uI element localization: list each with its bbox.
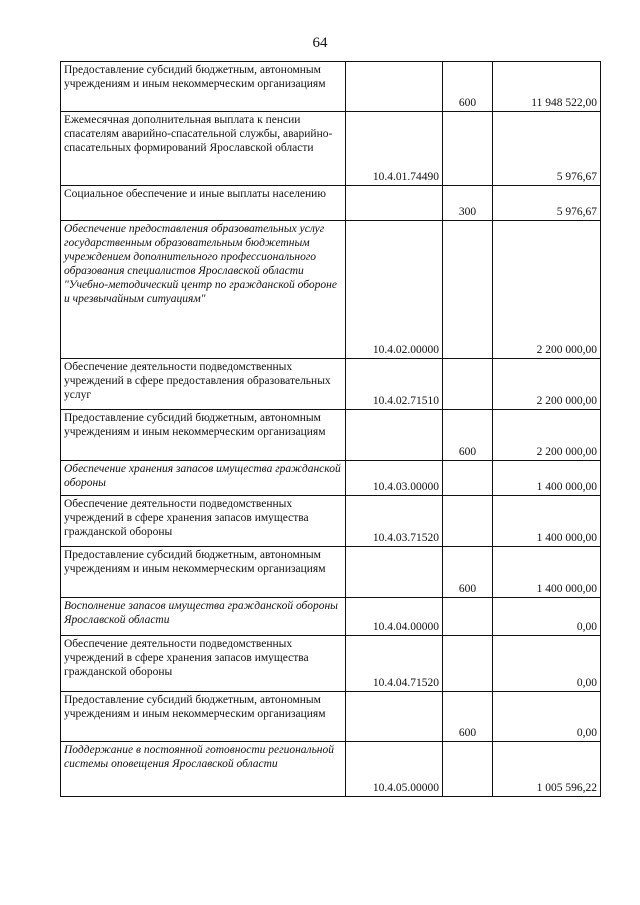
- table-row: [61, 410, 601, 461]
- row-expense-type: [443, 461, 493, 496]
- row-description: Предоставление субсидий бюджетным, автономным учреждениям и иным некоммерческим организациям: [61, 692, 346, 742]
- row-expense-type: [443, 636, 493, 692]
- row-expense-type: 600: [443, 547, 493, 598]
- row-amount: 2 200 000,00: [493, 410, 601, 461]
- row-expense-type: [443, 112, 493, 186]
- row-code: [346, 410, 443, 461]
- table-row: [61, 547, 601, 598]
- row-code: 10.4.03.71520: [346, 496, 443, 547]
- row-code: 10.4.01.74490: [346, 112, 443, 186]
- row-expense-type: [443, 359, 493, 410]
- row-code: [346, 186, 443, 221]
- row-code: [346, 547, 443, 598]
- row-code: 10.4.02.71510: [346, 359, 443, 410]
- table-row: [61, 359, 601, 410]
- table-row: [61, 62, 601, 112]
- row-amount: 1 400 000,00: [493, 547, 601, 598]
- row-expense-type: [443, 496, 493, 547]
- table-row: [61, 692, 601, 742]
- row-code: 10.4.05.00000: [346, 742, 443, 797]
- table-row: [61, 742, 601, 797]
- row-description: Предоставление субсидий бюджетным, автономным учреждениям и иным некоммерческим организациям: [61, 410, 346, 461]
- row-expense-type: 300: [443, 186, 493, 221]
- row-code: 10.4.04.00000: [346, 598, 443, 636]
- table-row: [61, 186, 601, 221]
- table-row: [61, 598, 601, 636]
- row-description: Ежемесячная дополнительная выплата к пенсии спасателям аварийно-спасательной службы, аварийно-спасательных формирований Ярославской области: [61, 112, 346, 186]
- table-row: [61, 461, 601, 496]
- row-code: [346, 692, 443, 742]
- row-amount: 5 976,67: [493, 186, 601, 221]
- budget-table: [60, 61, 601, 797]
- table-row: [61, 496, 601, 547]
- row-description: Предоставление субсидий бюджетным, автономным учреждениям и иным некоммерческим организациям: [61, 62, 346, 112]
- row-amount: 0,00: [493, 636, 601, 692]
- row-amount: 0,00: [493, 692, 601, 742]
- row-code: 10.4.04.71520: [346, 636, 443, 692]
- row-code: 10.4.03.00000: [346, 461, 443, 496]
- table-row: [61, 221, 601, 359]
- row-amount: 2 200 000,00: [493, 221, 601, 359]
- row-expense-type: 600: [443, 410, 493, 461]
- row-description: Восполнение запасов имущества гражданской обороны Ярославской области: [61, 598, 346, 636]
- row-amount: 1 400 000,00: [493, 496, 601, 547]
- table-row: [61, 112, 601, 186]
- row-description: Поддержание в постоянной готовности региональной системы оповещения Ярославской области: [61, 742, 346, 797]
- row-expense-type: 600: [443, 62, 493, 112]
- page-number: 64: [312, 35, 328, 51]
- row-expense-type: [443, 742, 493, 797]
- row-amount: 11 948 522,00: [493, 62, 601, 112]
- row-description: Обеспечение деятельности подведомственных учреждений в сфере хранения запасов имущества гражданской обороны: [61, 636, 346, 692]
- row-description: Обеспечение предоставления образовательных услуг государственным образовательным бюджетным учреждением дополнительного профессионального образования специалистов Ярославской области "Учебно-методический центр по гражданской обороне и чрезвычайным ситуациям": [61, 221, 346, 359]
- table-row: [61, 636, 601, 692]
- row-amount: 2 200 000,00: [493, 359, 601, 410]
- row-description: Обеспечение хранения запасов имущества гражданской обороны: [61, 461, 346, 496]
- row-expense-type: [443, 598, 493, 636]
- row-description: Обеспечение деятельности подведомственных учреждений в сфере хранения запасов имущества гражданской обороны: [61, 496, 346, 547]
- row-amount: 1 400 000,00: [493, 461, 601, 496]
- row-expense-type: [443, 221, 493, 359]
- row-amount: 5 976,67: [493, 112, 601, 186]
- row-amount: 1 005 596,22: [493, 742, 601, 797]
- row-code: [346, 62, 443, 112]
- row-code: 10.4.02.00000: [346, 221, 443, 359]
- row-description: Социальное обеспечение и иные выплаты населению: [61, 186, 346, 221]
- row-amount: 0,00: [493, 598, 601, 636]
- budget-table-body: [61, 62, 601, 797]
- row-description: Обеспечение деятельности подведомственных учреждений в сфере предоставления образовательных услуг: [61, 359, 346, 410]
- row-expense-type: 600: [443, 692, 493, 742]
- row-description: Предоставление субсидий бюджетным, автономным учреждениям и иным некоммерческим организациям: [61, 547, 346, 598]
